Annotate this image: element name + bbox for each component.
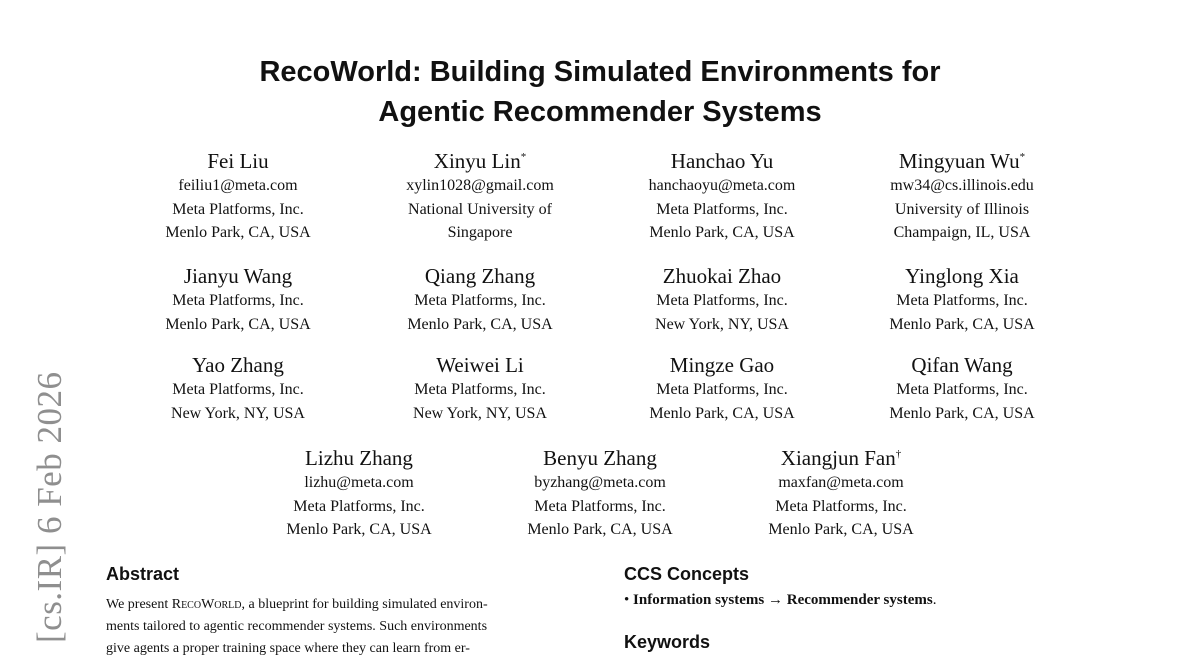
author-name: Qifan Wang — [911, 353, 1013, 377]
keywords-heading: Keywords — [624, 632, 711, 652]
author-name: Jianyu Wang — [183, 264, 293, 288]
author-affiliation: Meta Platforms, Inc. — [656, 381, 788, 398]
author-location: New York, NY, USA — [655, 315, 789, 333]
author-block — [480, 445, 720, 542]
ccs-subconcept: Recommender systems — [786, 592, 933, 608]
ccs-concept: Information systems — [633, 592, 765, 608]
author-affiliation: Meta Platforms, Inc. — [414, 381, 546, 398]
author-email: xylin1028@gmail.com — [406, 177, 554, 194]
author-block — [360, 148, 600, 245]
author-location: New York, NY, USA — [413, 404, 547, 422]
author-affiliation: Meta Platforms, Inc. — [896, 381, 1028, 398]
author-block — [602, 352, 842, 425]
author-mark: * — [520, 151, 527, 163]
author-email: mw34@cs.illinois.edu — [890, 177, 1034, 194]
author-location: Menlo Park, CA, USA — [889, 404, 1035, 422]
author-email: lizhu@meta.com — [304, 474, 414, 491]
author-name: Xiangjun Fan — [780, 446, 896, 470]
author-affiliation: Meta Platforms, Inc. — [414, 292, 546, 309]
paper-title — [0, 52, 1200, 132]
author-name: Mingze Gao — [669, 353, 775, 377]
author-email: byzhang@meta.com — [534, 474, 666, 491]
author-name: Fei Liu — [207, 149, 269, 173]
author-name: Xinyu Lin — [433, 149, 521, 173]
system-name: RecoWorld — [171, 597, 242, 612]
author-name: Yao Zhang — [192, 353, 284, 377]
ccs-concepts-heading: CCS Concepts — [624, 564, 750, 584]
author-name: Lizhu Zhang — [305, 446, 413, 470]
arxiv-stamp-text: [cs.IR] 6 Feb 2026 — [30, 371, 69, 643]
author-affiliation-cont: Singapore — [447, 224, 513, 241]
author-location: New York, NY, USA — [171, 404, 305, 422]
author-mark: † — [895, 448, 902, 460]
author-location: Menlo Park, CA, USA — [165, 224, 311, 241]
author-affiliation: Meta Platforms, Inc. — [172, 200, 304, 218]
author-email: maxfan@meta.com — [778, 474, 904, 491]
author-block — [842, 148, 1082, 245]
author-mark: * — [1019, 151, 1026, 163]
abstract-line: ments tailored to agentic recommender systems. Such environments — [106, 619, 488, 634]
author-affiliation: Meta Platforms, Inc. — [172, 292, 304, 309]
author-block — [118, 352, 358, 425]
author-block — [118, 148, 358, 245]
abstract-heading: Abstract — [106, 564, 180, 584]
author-location: Menlo Park, CA, USA — [407, 315, 553, 333]
author-block — [602, 148, 842, 245]
author-affiliation: Meta Platforms, Inc. — [172, 381, 304, 398]
author-location: Menlo Park, CA, USA — [165, 315, 311, 333]
author-name: Weiwei Li — [436, 353, 524, 377]
ccs-concept-item: • Information systems → Recommender systems. — [624, 592, 937, 608]
author-location: Menlo Park, CA, USA — [649, 404, 795, 422]
author-email: feiliu1@meta.com — [178, 177, 298, 194]
author-email: hanchaoyu@meta.com — [648, 177, 796, 194]
author-name: Zhuokai Zhao — [662, 264, 782, 288]
arrow: → — [768, 592, 784, 608]
abstract-body — [106, 594, 586, 660]
author-affiliation: Meta Platforms, Inc. — [896, 292, 1028, 309]
author-name: Qiang Zhang — [424, 264, 536, 288]
author-block — [602, 263, 842, 336]
abstract-line: We present RecoWorld, a blueprint for building simulated environ- — [106, 597, 488, 612]
title-line-2: Agentic Recommender Systems — [378, 96, 822, 128]
author-affiliation: National University of — [408, 200, 552, 218]
author-name: Mingyuan Wu — [898, 149, 1020, 173]
author-block — [360, 352, 600, 425]
author-name: Hanchao Yu — [670, 149, 774, 173]
title-line-1: RecoWorld: Building Simulated Environments for — [259, 56, 941, 88]
author-name: Benyu Zhang — [543, 446, 657, 470]
author-name: Yinglong Xia — [905, 264, 1019, 288]
bullet: • — [624, 592, 630, 608]
author-affiliation: Meta Platforms, Inc. — [293, 497, 425, 515]
author-affiliation: University of Illinois — [894, 200, 1030, 218]
author-affiliation: Meta Platforms, Inc. — [656, 200, 788, 218]
author-location: Menlo Park, CA, USA — [649, 224, 795, 241]
author-block — [721, 445, 961, 542]
author-location: Menlo Park, CA, USA — [889, 315, 1035, 333]
author-affiliation: Meta Platforms, Inc. — [656, 292, 788, 309]
author-block — [842, 263, 1082, 336]
author-block — [842, 352, 1082, 425]
author-location: Menlo Park, CA, USA — [527, 521, 673, 538]
author-block — [360, 263, 600, 336]
author-affiliation: Meta Platforms, Inc. — [775, 497, 907, 515]
author-affiliation: Meta Platforms, Inc. — [534, 497, 666, 515]
author-location: Menlo Park, CA, USA — [286, 521, 432, 538]
arxiv-side-stamp — [28, 345, 70, 645]
author-block — [239, 445, 479, 542]
author-location: Menlo Park, CA, USA — [768, 521, 914, 538]
author-block — [118, 263, 358, 336]
abstract-line: give agents a proper training space where they can learn from er- — [106, 641, 470, 656]
author-location: Champaign, IL, USA — [893, 224, 1031, 241]
